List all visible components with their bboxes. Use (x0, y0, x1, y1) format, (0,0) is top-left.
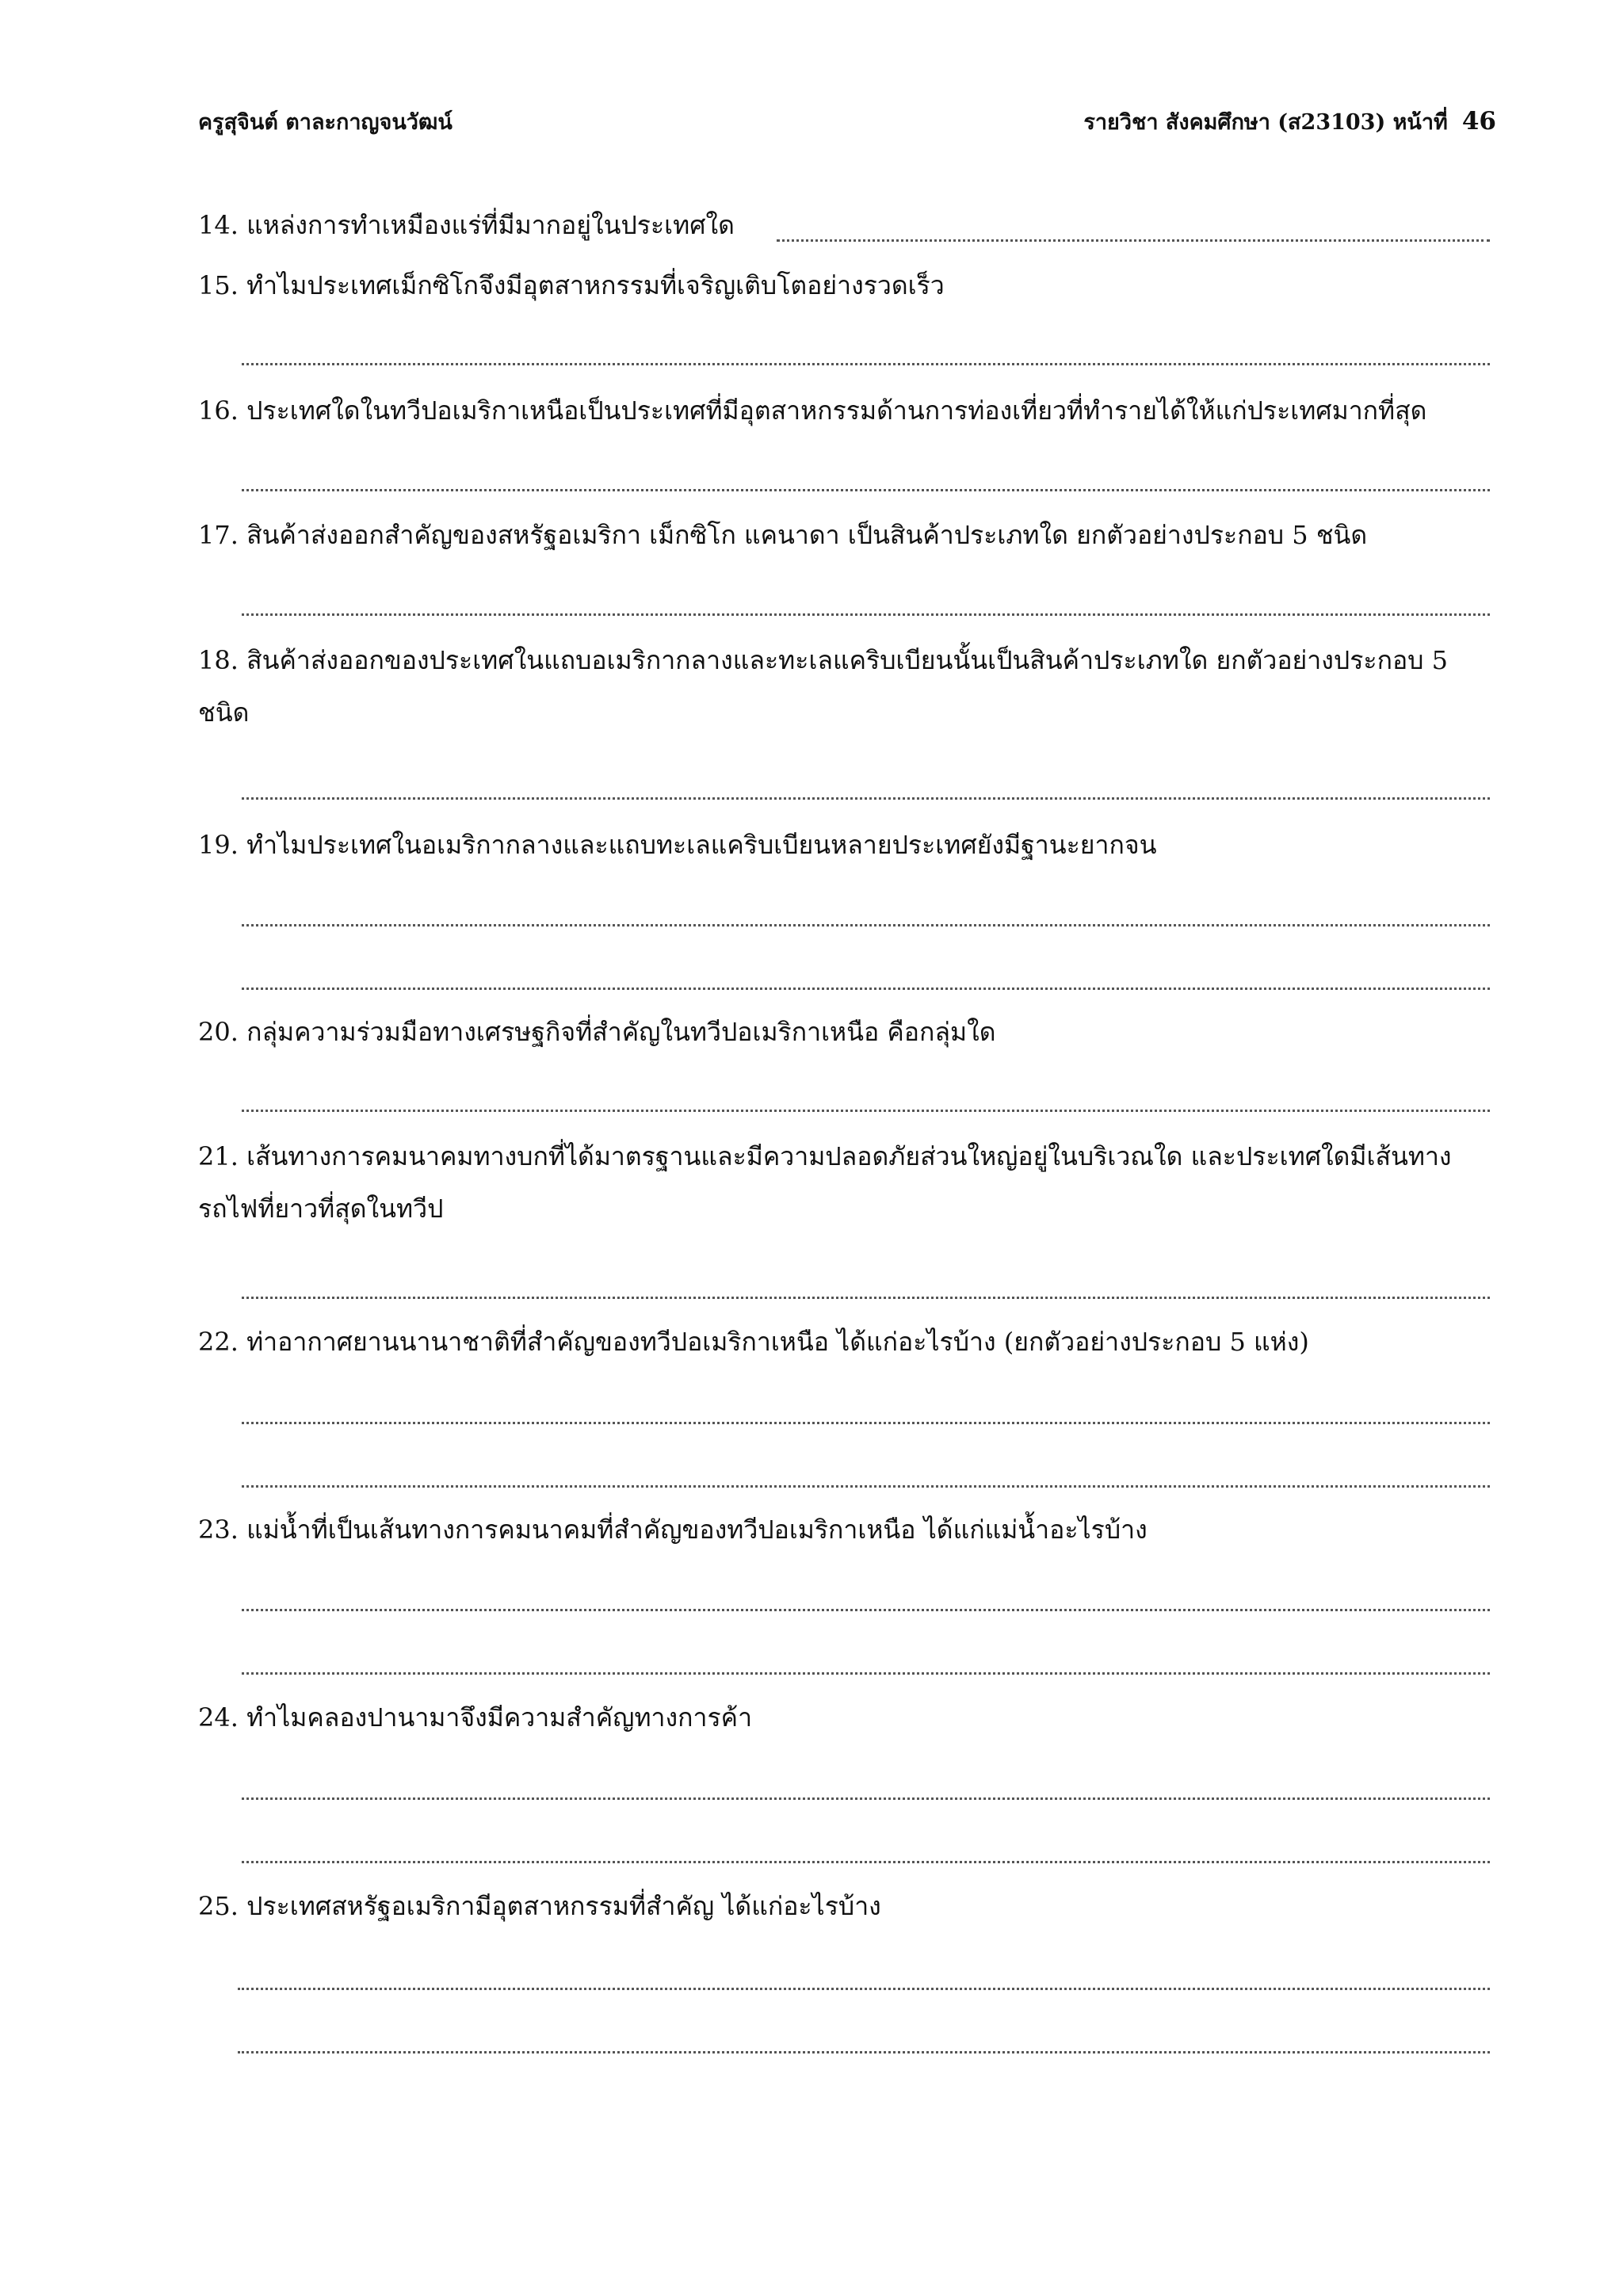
answer-line-19b[interactable] (242, 988, 1490, 990)
header-subject (1083, 105, 1496, 139)
question-23: 23. แม่น้ำที่เป็นเส้นทางการคมนาคมที่สำคัญของทวีปอเมริกาเหนือ ได้แก่แม่น้ำอะไรบ้าง (198, 1515, 1148, 1545)
answer-line-14[interactable] (777, 239, 1490, 242)
answer-line-17[interactable] (242, 613, 1490, 616)
answer-line-24b[interactable] (242, 1861, 1490, 1863)
header-author: ครูสุจินต์ ตาละกาญจนวัฒน์ (198, 110, 453, 135)
question-24: 24. ทำไมคลองปานามาจึงมีความสำคัญทางการค้า (198, 1702, 753, 1733)
question-15: 15. ทำไมประเทศเม็กซิโกจึงมีอุตสาหกรรมที่เจริญเติบโตอย่างรวดเร็ว (198, 270, 945, 300)
answer-line-22b[interactable] (242, 1485, 1490, 1488)
answer-line-22a[interactable] (242, 1422, 1490, 1424)
answer-line-25b[interactable] (238, 2051, 1490, 2053)
header-subject-text: รายวิชา สังคมศึกษา (ส23103) หน้าที่ (1083, 110, 1448, 135)
answer-line-24a[interactable] (242, 1797, 1490, 1800)
page-number: 46 (1461, 107, 1496, 136)
answer-line-25a[interactable] (238, 1988, 1490, 1990)
answer-line-21[interactable] (242, 1297, 1490, 1299)
question-17: 17. สินค้าส่งออกสำคัญของสหรัฐอเมริกา เม็กซิโก แคนาดา เป็นสินค้าประเภทใด ยกตัวอย่างประกอบ 5 ชนิด (198, 520, 1368, 550)
question-25: 25. ประเทศสหรัฐอเมริกามีอุตสาหกรรมที่สำคัญ ได้แก่อะไรบ้าง (198, 1891, 881, 1921)
answer-line-23b[interactable] (242, 1672, 1490, 1675)
question-22: 22. ท่าอากาศยานนานาชาติที่สำคัญของทวีปอเมริกาเหนือ ได้แก่อะไรบ้าง (ยกตัวอย่างประกอบ 5 แห่ง) (198, 1327, 1309, 1357)
question-21: 21. เส้นทางการคมนาคมทางบกที่ได้มาตรฐานและมีความปลอดภัยส่วนใหญ่อยู่ในบริเวณใด และประเทศใดมีเส้นทางรถไฟที่ยาวที่สุดในทวีป (198, 1141, 1452, 1224)
answer-line-16[interactable] (242, 489, 1490, 491)
question-20: 20. กลุ่มความร่วมมือทางเศรษฐกิจที่สำคัญในทวีปอเมริกาเหนือ คือกลุ่มใด (198, 1017, 996, 1047)
answer-line-18[interactable] (242, 797, 1490, 800)
answer-line-23a[interactable] (242, 1609, 1490, 1611)
answer-line-15[interactable] (242, 363, 1490, 365)
question-16: 16. ประเทศใดในทวีปอเมริกาเหนือเป็นประเทศที่มีอุตสาหกรรมด้านการท่องเที่ยวที่ทำรายได้ให้แก่ประเทศมากที่สุด (198, 395, 1427, 426)
answer-line-20[interactable] (242, 1110, 1490, 1112)
question-14: 14. แหล่งการทำเหมืองแร่ที่มีมากอยู่ในประเทศใด (198, 210, 735, 240)
answer-line-19a[interactable] (242, 924, 1490, 926)
question-18: 18. สินค้าส่งออกของประเทศในแถบอเมริกากลางและทะเลแคริบเบียนนั้นเป็นสินค้าประเภทใด ยกตัวอย่างประกอบ 5 ชนิด (198, 645, 1448, 728)
question-19: 19. ทำไมประเทศในอเมริกากลางและแถบทะเลแคริบเบียนหลายประเทศยังมีฐานะยากจน (198, 830, 1157, 860)
